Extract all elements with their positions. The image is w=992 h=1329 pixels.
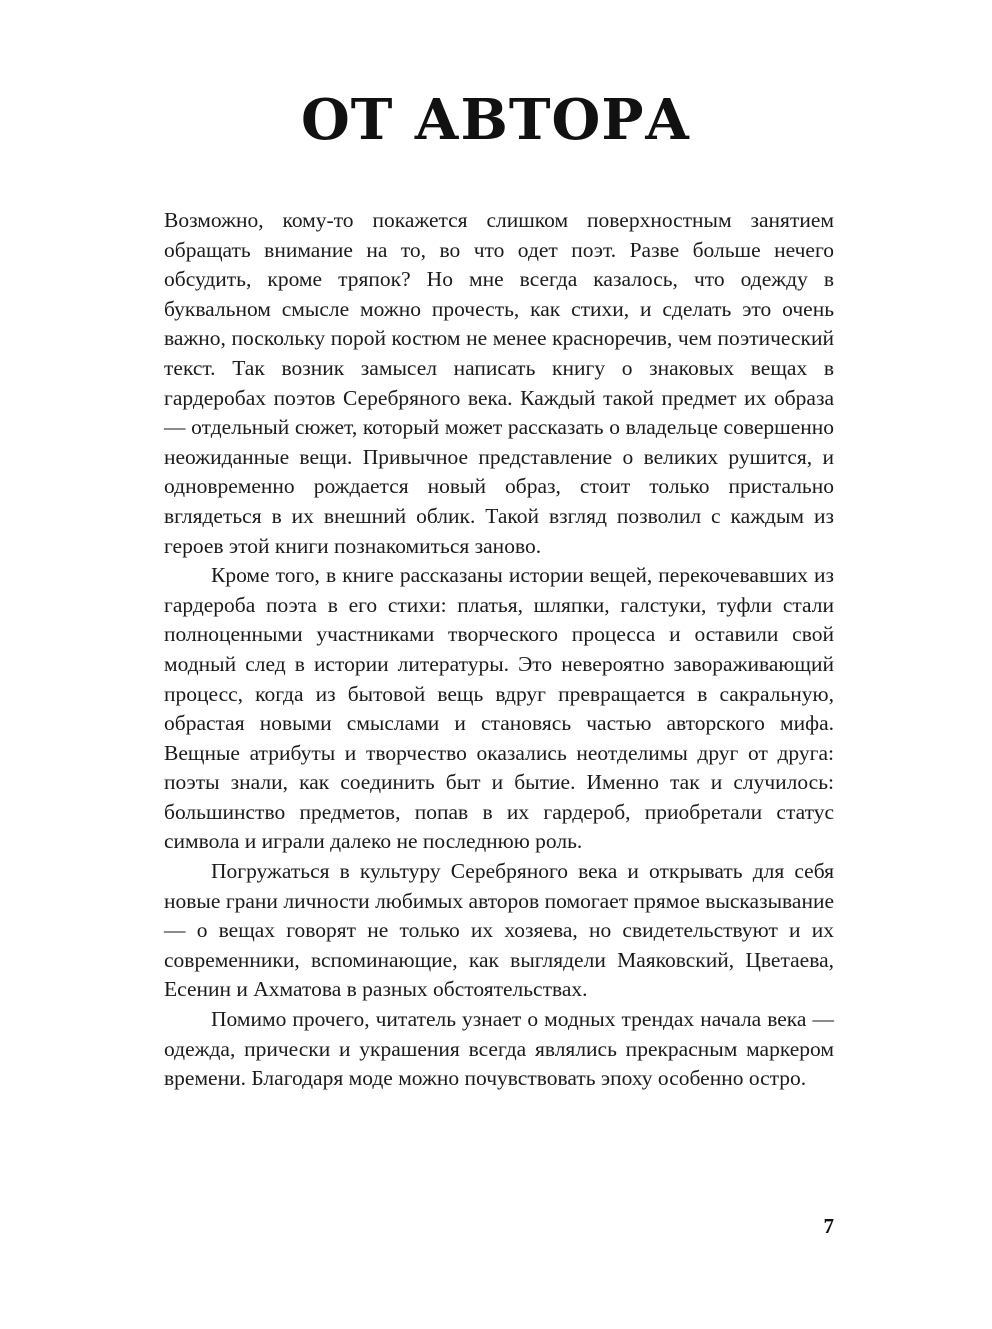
paragraph-3: Погружаться в культуру Серебряного века и открывать для себя новые грани личности любимых авторов помогает прямое высказывание — о вещах говорят не только их хозяева, но свидетельствуют и их современники, вспоминающие, как выглядели Маяковский, Цветаева, Есенин и Ахматова в разных обстоятельствах. <box>164 859 834 1002</box>
paragraph-2: Кроме того, в книге рассказаны истории вещей, перекочевавших из гардероба поэта в его стихи: платья, шляпки, галстуки, туфли стали полноценными участниками творческого процесса и оставили свой модный след в истории литературы. Это невероятно завораживающий процесс, когда из бытовой вещь вдруг превращается в сакральную, обрастая новыми смыслами и становясь частью авторского мифа. Вещные атрибуты и творчество оказались неотделимы друг от друга: поэты знали, как соединить быт и бытие. Именно так и случилось: большинство предметов, попав в их гардероб, приобретали статус символа и играли далеко не последнюю роль. <box>164 563 834 854</box>
paragraph-4: Помимо прочего, читатель узнает о модных трендах начала века — одежда, прически и украшения всегда являлись прекрасным маркером времени. Благодаря моде можно почувствовать эпоху особенно остро. <box>164 1007 834 1091</box>
page-title: ОТ АВТОРА <box>300 87 692 153</box>
paragraph-1: Возможно, кому-то покажется слишком поверхностным занятием обращать внимание на то, во что одет поэт. Разве больше нечего обсудить, кроме тряпок? Но мне всегда казалось, что одежду в буквальном смысле можно прочесть, как стихи, и сделать это очень важно, поскольку порой костюм не менее красноречив, чем поэтический текст. Так возник замысел написать книгу о знаковых вещах в гардеробах поэтов Серебряного века. Каждый такой предмет их образа — отдельный сюжет, который может рассказать о владельце совершенно неожиданные вещи. Привычное представление о великих рушится, и одновременно рождается новый образ, стоит только пристально вглядеться в их внешний облик. Такой взгляд позволил с каждым из героев этой книги познакомиться заново. <box>164 208 834 558</box>
body-text <box>164 206 834 1094</box>
page-number: 7 <box>823 1214 834 1238</box>
